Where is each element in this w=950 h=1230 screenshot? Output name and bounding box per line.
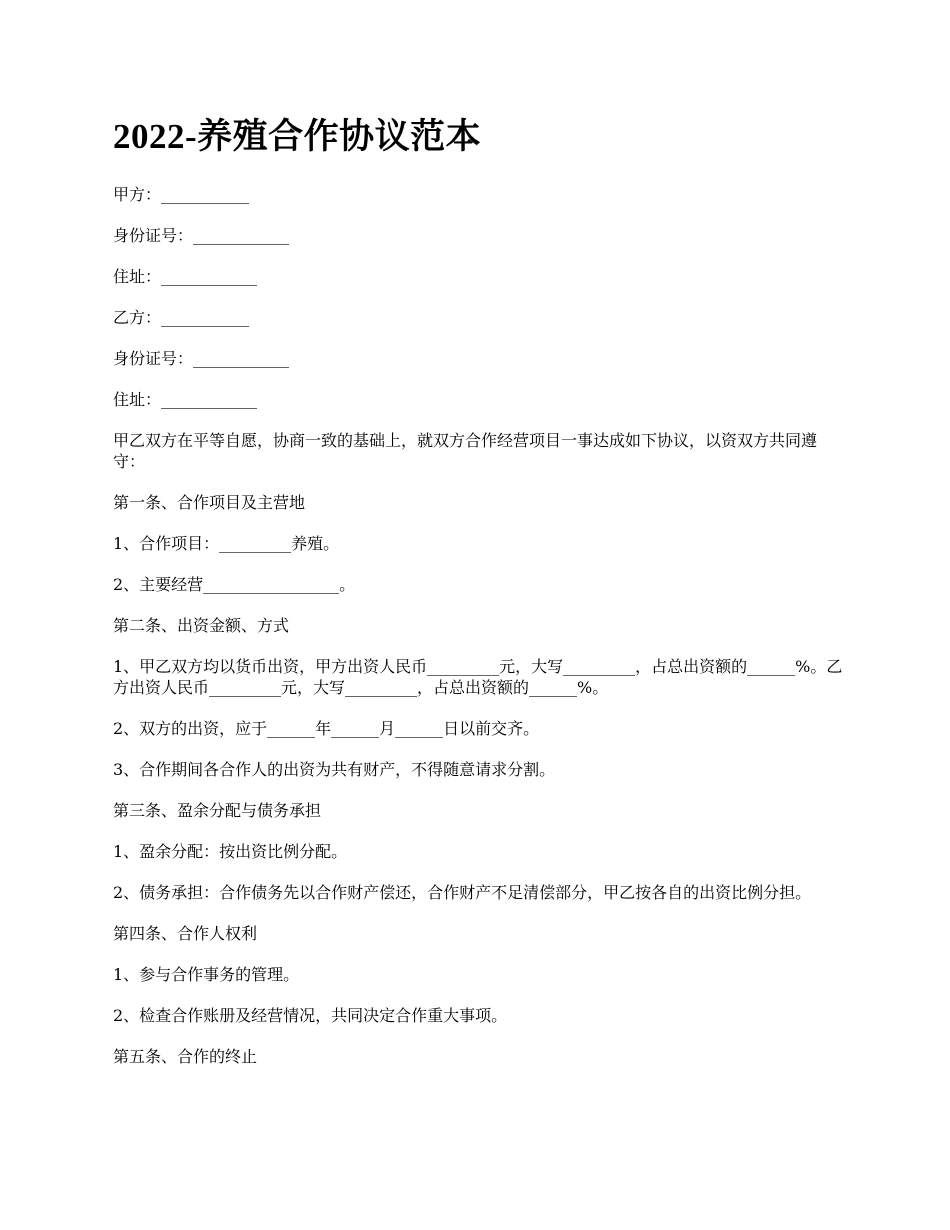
party-a-field: 甲方：___________ <box>113 185 250 204</box>
party-b-field: 乙方：___________ <box>113 308 250 327</box>
article2-item3: 3、合作期间各合作人的出资为共有财产，不得随意请求分割。 <box>113 760 556 779</box>
article4-heading: 第四条、合作人权利 <box>113 924 258 943</box>
article3-heading: 第三条、盈余分配与债务承担 <box>113 801 322 820</box>
article2-item1: 1、甲乙双方均以货币出资，甲方出资人民币_________元，大写_________，占总出资额的______%。乙方出资人民币_________元，大写_________，占总出资额的______%。 <box>113 657 843 697</box>
party-a-address-field: 住址：____________ <box>113 267 258 286</box>
article4-item1: 1、参与合作事务的管理。 <box>113 965 300 984</box>
article1-item2: 2、主要经营_________________。 <box>113 575 356 594</box>
article2-item2: 2、双方的出资，应于______年______月______日以前交齐。 <box>113 719 540 738</box>
article3-item2: 2、债务承担：合作债务先以合作财产偿还，合作财产不足清偿部分，甲乙按各自的出资比例分担。 <box>113 883 812 902</box>
party-b-id-field: 身份证号：____________ <box>113 349 290 368</box>
article1-heading: 第一条、合作项目及主营地 <box>113 493 306 512</box>
article4-item2: 2、检查合作账册及经营情况，共同决定合作重大事项。 <box>113 1006 508 1025</box>
document-title: 2022-养殖合作协议范本 <box>113 117 482 156</box>
article1-item1: 1、合作项目：_________养殖。 <box>113 534 340 553</box>
article5-heading: 第五条、合作的终止 <box>113 1047 258 1066</box>
party-b-address-field: 住址：____________ <box>113 390 258 409</box>
preamble-paragraph: 甲乙双方在平等自愿，协商一致的基础上，就双方合作经营项目一事达成如下协议，以资双方共同遵守： <box>113 431 818 471</box>
article2-heading: 第二条、出资金额、方式 <box>113 616 290 635</box>
document-page <box>113 112 843 1087</box>
party-a-id-field: 身份证号：____________ <box>113 226 290 245</box>
article3-item1: 1、盈余分配：按出资比例分配。 <box>113 842 348 861</box>
